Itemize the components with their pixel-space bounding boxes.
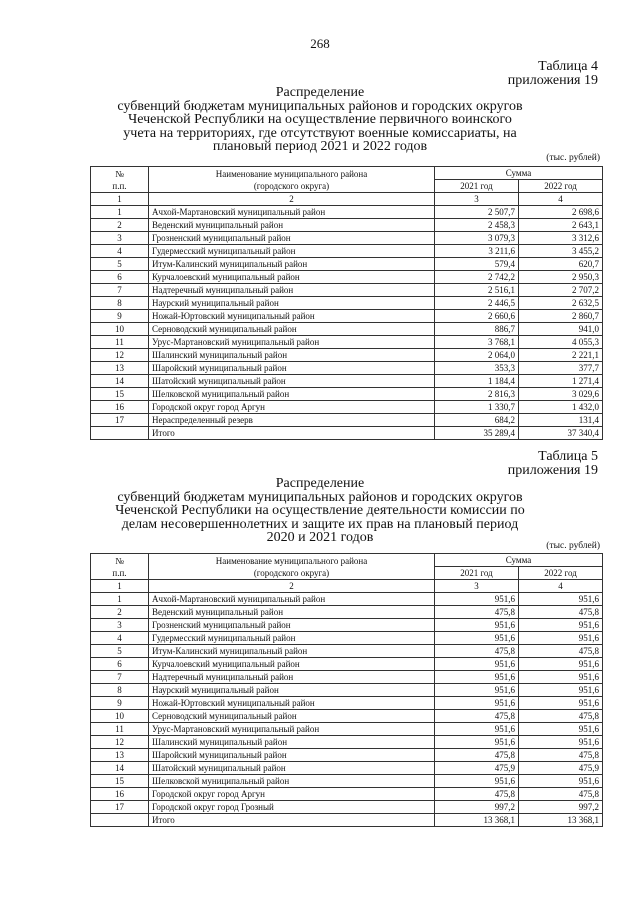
table-row (91, 297, 603, 310)
table-row (91, 232, 603, 245)
total-value: 37 340,4 (519, 427, 603, 440)
row-number: 5 (91, 645, 149, 658)
row-value-year2: 2 707,2 (519, 284, 603, 297)
row-value-year1: 951,6 (435, 671, 519, 684)
page-number: 268 (310, 36, 330, 51)
row-value-year2: 3 455,2 (519, 245, 603, 258)
table-row (91, 749, 603, 762)
row-value-year1: 3 211,6 (435, 245, 519, 258)
row-name: Городской округ город Грозный (149, 801, 435, 814)
row-name: Урус-Мартановский муниципальный район (149, 336, 435, 349)
table-row (91, 684, 603, 697)
row-value-year1: 684,2 (435, 414, 519, 427)
table-row (91, 375, 603, 388)
total-value: 13 368,1 (519, 814, 603, 827)
header-sum: Сумма (435, 167, 603, 180)
total-label: Итого (149, 427, 435, 440)
table-row (91, 645, 603, 658)
row-value-year2: 475,8 (519, 645, 603, 658)
row-value-year2: 475,8 (519, 788, 603, 801)
header-name: Наименование муниципального района (городского округа) (149, 554, 435, 580)
table4-appendix: приложения 19 (507, 73, 598, 88)
row-name: Веденский муниципальный район (149, 606, 435, 619)
row-number: 2 (91, 219, 149, 232)
table4-grid (90, 166, 603, 440)
table-row (91, 284, 603, 297)
table-row (91, 206, 603, 219)
row-name: Ачхой-Мартановский муниципальный район (149, 593, 435, 606)
table-row (91, 349, 603, 362)
row-value-year2: 2 643,1 (519, 219, 603, 232)
row-name: Ачхой-Мартановский муниципальный район (149, 206, 435, 219)
row-value-year2: 620,7 (519, 258, 603, 271)
row-number: 4 (91, 632, 149, 645)
row-value-year1: 997,2 (435, 801, 519, 814)
row-value-year2: 1 271,4 (519, 375, 603, 388)
row-value-year1: 579,4 (435, 258, 519, 271)
table-row (91, 697, 603, 710)
table5-units: (тыс. рублей) (546, 541, 600, 551)
row-value-year1: 951,6 (435, 593, 519, 606)
row-value-year1: 475,8 (435, 710, 519, 723)
row-number: 10 (91, 710, 149, 723)
table5-heading-line: Чеченской Республики на осуществление деятельности комиссии по (115, 503, 525, 518)
row-number: 17 (91, 801, 149, 814)
row-number: 14 (91, 762, 149, 775)
row-name: Грозненский муниципальный район (149, 232, 435, 245)
row-value-year1: 886,7 (435, 323, 519, 336)
header-sum: Сумма (435, 554, 603, 567)
header-year2: 2022 год (519, 567, 603, 580)
table4-heading-line: субвенций бюджетам муниципальных районов и городских округов (117, 98, 523, 114)
row-value-year1: 951,6 (435, 684, 519, 697)
row-value-year2: 3 312,6 (519, 232, 603, 245)
table5-heading-line: Распределение (275, 476, 365, 491)
row-value-year1: 2 816,3 (435, 388, 519, 401)
table-row (91, 788, 603, 801)
row-value-year2: 951,6 (519, 593, 603, 606)
row-name: Шелковской муниципальный район (149, 775, 435, 788)
row-value-year2: 475,8 (519, 606, 603, 619)
table-row (91, 310, 603, 323)
header-num: № п.п. (91, 554, 149, 580)
row-value-year1: 353,3 (435, 362, 519, 375)
row-number: 5 (91, 258, 149, 271)
row-number: 8 (91, 297, 149, 310)
row-name: Нераспределенный резерв (149, 414, 435, 427)
row-number: 1 (91, 593, 149, 606)
row-value-year1: 475,9 (435, 762, 519, 775)
row-name: Курчалоевский муниципальный район (149, 658, 435, 671)
row-value-year2: 475,8 (519, 749, 603, 762)
header-col-index: 2 (149, 193, 435, 206)
table5-heading (110, 477, 530, 545)
table-row (91, 671, 603, 684)
table5-grid (90, 553, 603, 827)
row-value-year2: 951,6 (519, 619, 603, 632)
row-value-year1: 951,6 (435, 775, 519, 788)
total-value: 35 289,4 (435, 427, 519, 440)
header-year1: 2021 год (435, 567, 519, 580)
row-value-year2: 2 950,3 (519, 271, 603, 284)
total-value: 13 368,1 (435, 814, 519, 827)
row-value-year2: 941,0 (519, 323, 603, 336)
header-col-index: 3 (435, 580, 519, 593)
row-name: Шалинский муниципальный район (149, 349, 435, 362)
table-row (91, 723, 603, 736)
row-value-year1: 951,6 (435, 658, 519, 671)
header-col-index: 4 (519, 193, 603, 206)
row-number: 14 (91, 375, 149, 388)
row-number: 4 (91, 245, 149, 258)
row-number: 12 (91, 736, 149, 749)
row-number: 8 (91, 684, 149, 697)
header-col-index: 2 (149, 580, 435, 593)
row-name: Наурский муниципальный район (149, 297, 435, 310)
table-row (91, 245, 603, 258)
row-name: Шалинский муниципальный район (149, 736, 435, 749)
row-name: Ножай-Юртовский муниципальный район (149, 697, 435, 710)
row-value-year2: 951,6 (519, 632, 603, 645)
header-year2: 2022 год (519, 180, 603, 193)
row-name: Наурский муниципальный район (149, 684, 435, 697)
row-name: Гудермесский муниципальный район (149, 632, 435, 645)
row-value-year2: 951,6 (519, 658, 603, 671)
row-number: 15 (91, 388, 149, 401)
table4-heading-line: Чеченской Республики на осуществление первичного воинского (128, 112, 512, 127)
table-row (91, 388, 603, 401)
row-name: Грозненский муниципальный район (149, 619, 435, 632)
row-value-year1: 1 184,4 (435, 375, 519, 388)
table-row (91, 362, 603, 375)
row-number: 3 (91, 619, 149, 632)
row-number: 11 (91, 336, 149, 349)
table-row (91, 258, 603, 271)
row-number: 13 (91, 749, 149, 762)
row-value-year2: 475,9 (519, 762, 603, 775)
table-row (91, 658, 603, 671)
row-value-year1: 3 079,3 (435, 232, 519, 245)
table-row (91, 801, 603, 814)
table-row (91, 219, 603, 232)
header-col-index: 1 (91, 580, 149, 593)
table-row (91, 710, 603, 723)
row-name: Урус-Мартановский муниципальный район (149, 723, 435, 736)
row-name: Шелковской муниципальный район (149, 388, 435, 401)
table4-heading-line: плановый период 2021 и 2022 годов (212, 139, 428, 154)
table5-number: Таблица 5 (538, 449, 598, 464)
row-number: 13 (91, 362, 149, 375)
table5-heading-line: 2020 и 2021 годов (266, 530, 374, 545)
row-value-year2: 951,6 (519, 697, 603, 710)
row-name: Шаройский муниципальный район (149, 749, 435, 762)
total-row (91, 427, 603, 440)
table-row (91, 336, 603, 349)
row-name: Городской округ город Аргун (149, 788, 435, 801)
row-value-year2: 475,8 (519, 710, 603, 723)
row-name: Ножай-Юртовский муниципальный район (149, 310, 435, 323)
row-value-year2: 131,4 (519, 414, 603, 427)
header-num: № п.п. (91, 167, 149, 193)
row-number: 2 (91, 606, 149, 619)
header-col-index: 1 (91, 193, 149, 206)
row-number: 6 (91, 271, 149, 284)
row-value-year1: 1 330,7 (435, 401, 519, 414)
row-name: Надтеречный муниципальный район (149, 671, 435, 684)
row-name: Шаройский муниципальный район (149, 362, 435, 375)
row-value-year2: 951,6 (519, 684, 603, 697)
table-row (91, 271, 603, 284)
row-value-year1: 951,6 (435, 723, 519, 736)
table4-heading (110, 86, 530, 154)
row-name: Надтеречный муниципальный район (149, 284, 435, 297)
table-row (91, 632, 603, 645)
header-year1: 2021 год (435, 180, 519, 193)
row-name: Веденский муниципальный район (149, 219, 435, 232)
row-value-year2: 951,6 (519, 736, 603, 749)
row-value-year1: 475,8 (435, 788, 519, 801)
row-value-year1: 475,8 (435, 749, 519, 762)
row-value-year1: 2 507,7 (435, 206, 519, 219)
row-value-year2: 3 029,6 (519, 388, 603, 401)
table4-heading-line: учета на территориях, где отсутствуют военные комиссариаты, на (123, 125, 517, 141)
row-name: Итум-Калинский муниципальный район (149, 258, 435, 271)
row-value-year2: 997,2 (519, 801, 603, 814)
row-name: Курчалоевский муниципальный район (149, 271, 435, 284)
row-value-year2: 951,6 (519, 723, 603, 736)
row-number: 15 (91, 775, 149, 788)
row-number: 17 (91, 414, 149, 427)
row-value-year1: 2 660,6 (435, 310, 519, 323)
row-name: Гудермесский муниципальный район (149, 245, 435, 258)
row-value-year1: 2 446,5 (435, 297, 519, 310)
row-value-year1: 951,6 (435, 632, 519, 645)
table4-number: Таблица 4 (538, 59, 598, 74)
table-row (91, 606, 603, 619)
row-name: Серноводский муниципальный район (149, 710, 435, 723)
row-value-year2: 2 632,5 (519, 297, 603, 310)
row-number: 3 (91, 232, 149, 245)
row-number: 9 (91, 697, 149, 710)
row-value-year2: 2 221,1 (519, 349, 603, 362)
row-number: 12 (91, 349, 149, 362)
row-name: Серноводский муниципальный район (149, 323, 435, 336)
table-row (91, 736, 603, 749)
row-number: 16 (91, 401, 149, 414)
table4-heading-line: Распределение (275, 85, 365, 100)
row-value-year1: 951,6 (435, 697, 519, 710)
table5-heading-line: субвенций бюджетам муниципальных районов и городских округов (117, 489, 523, 505)
row-value-year1: 2 064,0 (435, 349, 519, 362)
table-row (91, 775, 603, 788)
row-value-year1: 951,6 (435, 736, 519, 749)
total-label: Итого (149, 814, 435, 827)
row-name: Городской округ город Аргун (149, 401, 435, 414)
table5-heading-line: делам несовершеннолетних и защите их прав на плановый период (121, 516, 519, 532)
row-number: 10 (91, 323, 149, 336)
row-name: Шатойский муниципальный район (149, 762, 435, 775)
row-value-year2: 951,6 (519, 775, 603, 788)
row-number: 11 (91, 723, 149, 736)
header-col-index: 3 (435, 193, 519, 206)
row-number: 7 (91, 671, 149, 684)
table-row (91, 414, 603, 427)
table4-units: (тыс. рублей) (546, 153, 600, 163)
row-value-year1: 2 742,2 (435, 271, 519, 284)
header-col-index: 4 (519, 580, 603, 593)
table-row (91, 619, 603, 632)
table-row (91, 593, 603, 606)
row-name: Шатойский муниципальный район (149, 375, 435, 388)
row-value-year2: 1 432,0 (519, 401, 603, 414)
row-number: 16 (91, 788, 149, 801)
row-number: 7 (91, 284, 149, 297)
row-value-year2: 2 698,6 (519, 206, 603, 219)
row-value-year1: 3 768,1 (435, 336, 519, 349)
table-row (91, 323, 603, 336)
row-value-year1: 951,6 (435, 619, 519, 632)
row-value-year1: 475,8 (435, 645, 519, 658)
total-row (91, 814, 603, 827)
row-number: 6 (91, 658, 149, 671)
row-name: Итум-Калинский муниципальный район (149, 645, 435, 658)
table5-appendix: приложения 19 (507, 463, 598, 478)
row-value-year2: 951,6 (519, 671, 603, 684)
row-number: 1 (91, 206, 149, 219)
row-value-year1: 2 516,1 (435, 284, 519, 297)
header-name: Наименование муниципального района (городского округа) (149, 167, 435, 193)
row-value-year2: 2 860,7 (519, 310, 603, 323)
table-row (91, 401, 603, 414)
row-value-year2: 377,7 (519, 362, 603, 375)
row-value-year2: 4 055,3 (519, 336, 603, 349)
table-row (91, 762, 603, 775)
row-value-year1: 2 458,3 (435, 219, 519, 232)
row-number: 9 (91, 310, 149, 323)
row-value-year1: 475,8 (435, 606, 519, 619)
